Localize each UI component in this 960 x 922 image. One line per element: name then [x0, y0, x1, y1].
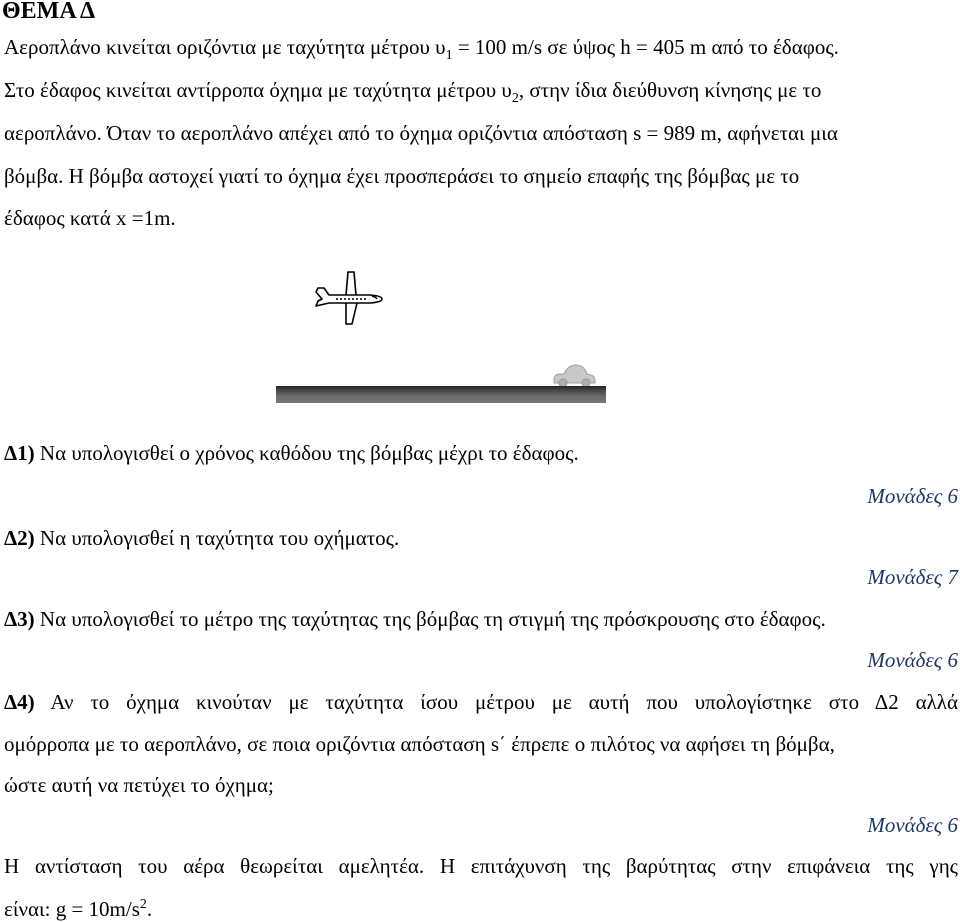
- car-icon: [552, 362, 596, 388]
- intro-line-4: βόμβα. Η βόμβα αστοχεί γιατί το όχημα έχει προσπεράσει το σημείο επαφής της βόμβας με το: [4, 164, 800, 188]
- question-d1: [4, 440, 579, 466]
- intro-line-3: αεροπλάνο. Όταν το αεροπλάνο απέχει από το όχημα οριζόντια απόσταση s = 989 m, αφήνεται μια: [4, 121, 838, 145]
- score-d4: Μονάδες 6: [867, 813, 958, 837]
- question-text: Να υπολογισθεί το μέτρο της ταχύτητας της βόμβας τη στιγμή της πρόσκρουσης στο έδαφος.: [34, 607, 826, 631]
- intro-line-5: έδαφος κατά x =1m.: [4, 206, 176, 230]
- question-label: Δ1): [4, 441, 35, 465]
- v2-subscript: 2: [511, 91, 519, 107]
- question-d3: [4, 606, 826, 632]
- question-text: Να υπολογισθεί η ταχύτητα του οχήματος.: [34, 526, 400, 550]
- intro-line-2: [4, 77, 821, 112]
- footer-line-1: Η αντίσταση του αέρα θεωρείται αμελητέα. Η επιτάχυνση της βαρύτητας στην επιφάνεια της γης: [4, 854, 958, 878]
- airplane-icon: [312, 268, 384, 328]
- footer-line-2-end: .: [146, 897, 153, 921]
- question-label: Δ2): [4, 526, 35, 550]
- score-d3: Μονάδες 6: [867, 648, 958, 672]
- score-d1: Μονάδες 6: [867, 484, 958, 508]
- intro-line-1-rest: = 100 m/s σε ύψος h = 405 m από το έδαφος.: [452, 35, 839, 59]
- question-text: Αν το όχημα κινούταν με ταχύτητα ίσου μέτρου με αυτή που υπολογίστηκε στο Δ2 αλλά: [34, 690, 958, 714]
- intro-line-1: [4, 34, 839, 69]
- section-title: ΘΕΜΑ Δ: [2, 0, 96, 24]
- footer-line-2-text: είναι: g = 10m/s: [4, 897, 140, 921]
- question-d2: [4, 525, 399, 551]
- problem-figure: [276, 268, 606, 408]
- question-d4: [4, 689, 958, 715]
- intro-line-2-rest: , στην ίδια διεύθυνση κίνησης με το: [518, 78, 822, 102]
- v1-subscript: 1: [445, 48, 453, 64]
- question-text: Να υπολογισθεί ο χρόνος καθόδου της βόμβας μέχρι το έδαφος.: [34, 441, 579, 465]
- intro-line-2-text: Στο έδαφος κινείται αντίρροπα όχημα με ταχύτητα μέτρου υ: [4, 78, 512, 102]
- question-label: Δ3): [4, 607, 35, 631]
- intro-line-1-text: Αεροπλάνο κινείται οριζόντια με ταχύτητα μέτρου υ: [4, 35, 446, 59]
- question-label: Δ4): [4, 690, 35, 714]
- ground: [276, 386, 606, 403]
- question-d4-line-2: ομόρροπα με το αεροπλάνο, σε ποια οριζόντια απόσταση s΄ έπρεπε ο πιλότος να αφήσει τη βόμβα,: [4, 732, 835, 756]
- exponent: 2: [139, 897, 147, 912]
- question-d4-line-3: ώστε αυτή να πετύχει το όχημα;: [4, 773, 274, 797]
- score-d2: Μονάδες 7: [867, 565, 958, 589]
